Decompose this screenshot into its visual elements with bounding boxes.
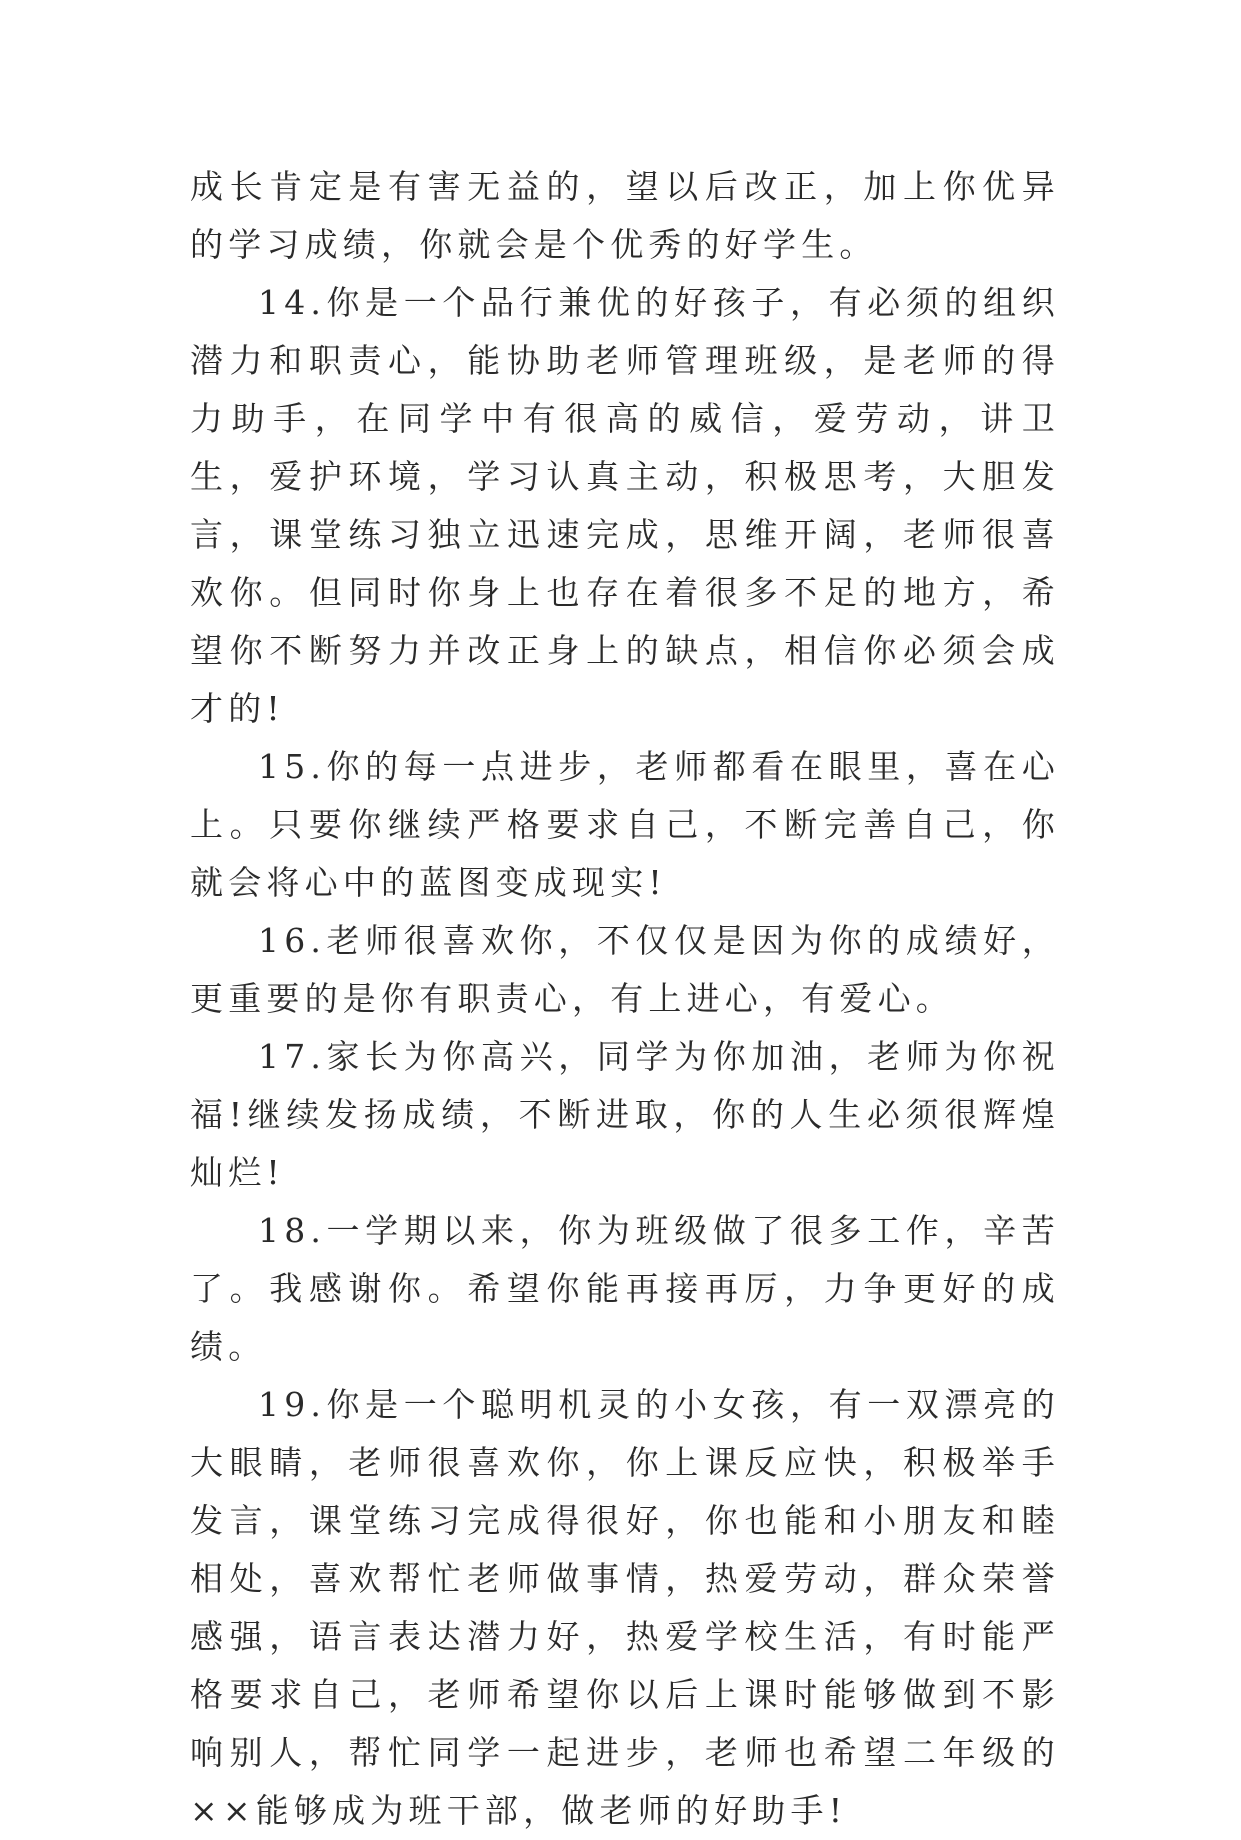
paragraph-14: 14.你是一个品行兼优的好孩子，有必须的组织潜力和职责心，能协助老师管理班级，是老师的得力助手，在同学中有很高的威信，爱劳动，讲卫生，爱护环境，学习认真主动，积极思考，大胆发言，课堂练习独立迅速完成，思维开阔，老师很喜欢你。但同时你身上也存在着很多不足的地方，希望你不断努力并改正身上的缺点，相信你必须会成才的!: [190, 283, 1060, 728]
paragraph-18: 18.一学期以来，你为班级做了很多工作，辛苦了。我感谢你。希望你能再接再厉，力争更好的成绩。: [190, 1211, 1060, 1366]
paragraph-15: 15.你的每一点进步，老师都看在眼里，喜在心上。只要你继续严格要求自己，不断完善自己，你就会将心中的蓝图变成现实!: [190, 747, 1060, 902]
paragraph-13-continuation: 成长肯定是有害无益的，望以后改正，加上你优异的学习成绩，你就会是个优秀的好学生。: [190, 167, 1060, 264]
document-body: [190, 158, 1060, 1840]
paragraph-17: 17.家长为你高兴，同学为你加油，老师为你祝福!继续发扬成绩，不断进取，你的人生必须很辉煌灿烂!: [190, 1037, 1060, 1192]
paragraph-19: 19.你是一个聪明机灵的小女孩，有一双漂亮的大眼睛，老师很喜欢你，你上课反应快，积极举手发言，课堂练习完成得很好，你也能和小朋友和睦相处，喜欢帮忙老师做事情，热爱劳动，群众荣誉感强，语言表达潜力好，热爱学校生活，有时能严格要求自己，老师希望你以后上课时能够做到不影响别人，帮忙同学一起进步，老师也希望二年级的××能够成为班干部，做老师的好助手!: [190, 1385, 1060, 1830]
paragraph-16: 16.老师很喜欢你，不仅仅是因为你的成绩好，更重要的是你有职责心，有上进心，有爱心。: [190, 921, 1060, 1018]
